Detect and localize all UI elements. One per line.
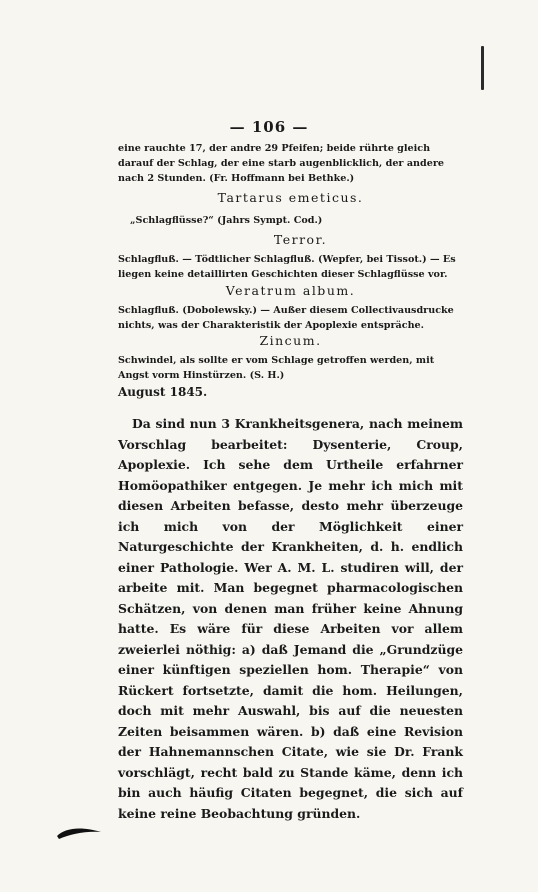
- remedy-heading: Terror.: [273, 232, 328, 247]
- page-number: — 106 —: [229, 118, 309, 136]
- remedy-heading: Veratrum album.: [225, 283, 356, 298]
- ink-smudge: [55, 822, 105, 842]
- date-line: August 1845.: [118, 385, 208, 399]
- entry-text: Schlagfluß. — Tödtlicher Schlagfluß. (Wepfer, bei Tissot.) — Es liegen keine detaillirten Geschichten dieser Schlagflüsse vor.: [118, 254, 456, 280]
- body-paragraph: [118, 414, 463, 824]
- entry-text: „Schlagflüsse?“ (Jahrs Sympt. Cod.): [130, 215, 323, 226]
- entry-text: Schwindel, als sollte er vom Schlage getroffen werden, mit Angst vorm Hinstürzen. (S. H.): [118, 355, 435, 381]
- page-edge-mark: [481, 46, 484, 90]
- entry-text: Schlagfluß. (Dobolewsky.) — Außer diesem Collectivausdrucke nichts, was der Charakteristik der Apoplexie entspräche.: [118, 305, 454, 331]
- remedy-heading: Tartarus emeticus.: [217, 190, 364, 205]
- remedy-heading: Zincum.: [259, 333, 322, 348]
- body-text: Da sind nun 3 Krankheitsgenera, nach meinem Vorschlag bearbeitet: Dysenterie, Croup, Apoplexie. Ich sehe dem Urtheile erfahrner Homöopathiker entgegen. Je mehr ich mich mit diesen Arbeiten befasse, desto mehr überzeuge ich mich von der Möglichkeit einer Naturgeschichte der Krankheiten, d. h. endlich einer Pathologie. Wer A. M. L. studiren will, der arbeite mit. Man begegnet pharmacologischen Schätzen, von denen man früher keine Ahnung hatte. Es wäre für diese Arbeiten vor allem zweierlei nöthig: a) daß Jemand die „Grundzüge einer künftigen speziellen hom. Therapie“ von Rückert fortsetzte, damit die hom. Heilungen, doch mit mehr Auswahl, bis auf die neuesten Zeiten beisammen wären. b) daß eine Revision der Hahnemannschen Citate, wie sie Dr. Frank vorschlägt, recht bald zu Stande käme, denn ich bin auch häufig Citaten begegnet, die sich auf keine reine Beobachtung gründen.: [118, 416, 463, 821]
- entry-text: eine rauchte 17, der andre 29 Pfeifen; beide rührte gleich darauf der Schlag, der eine starb augenblicklich, der andere nach 2 Stunden. (Fr. Hoffmann bei Bethke.): [118, 143, 444, 184]
